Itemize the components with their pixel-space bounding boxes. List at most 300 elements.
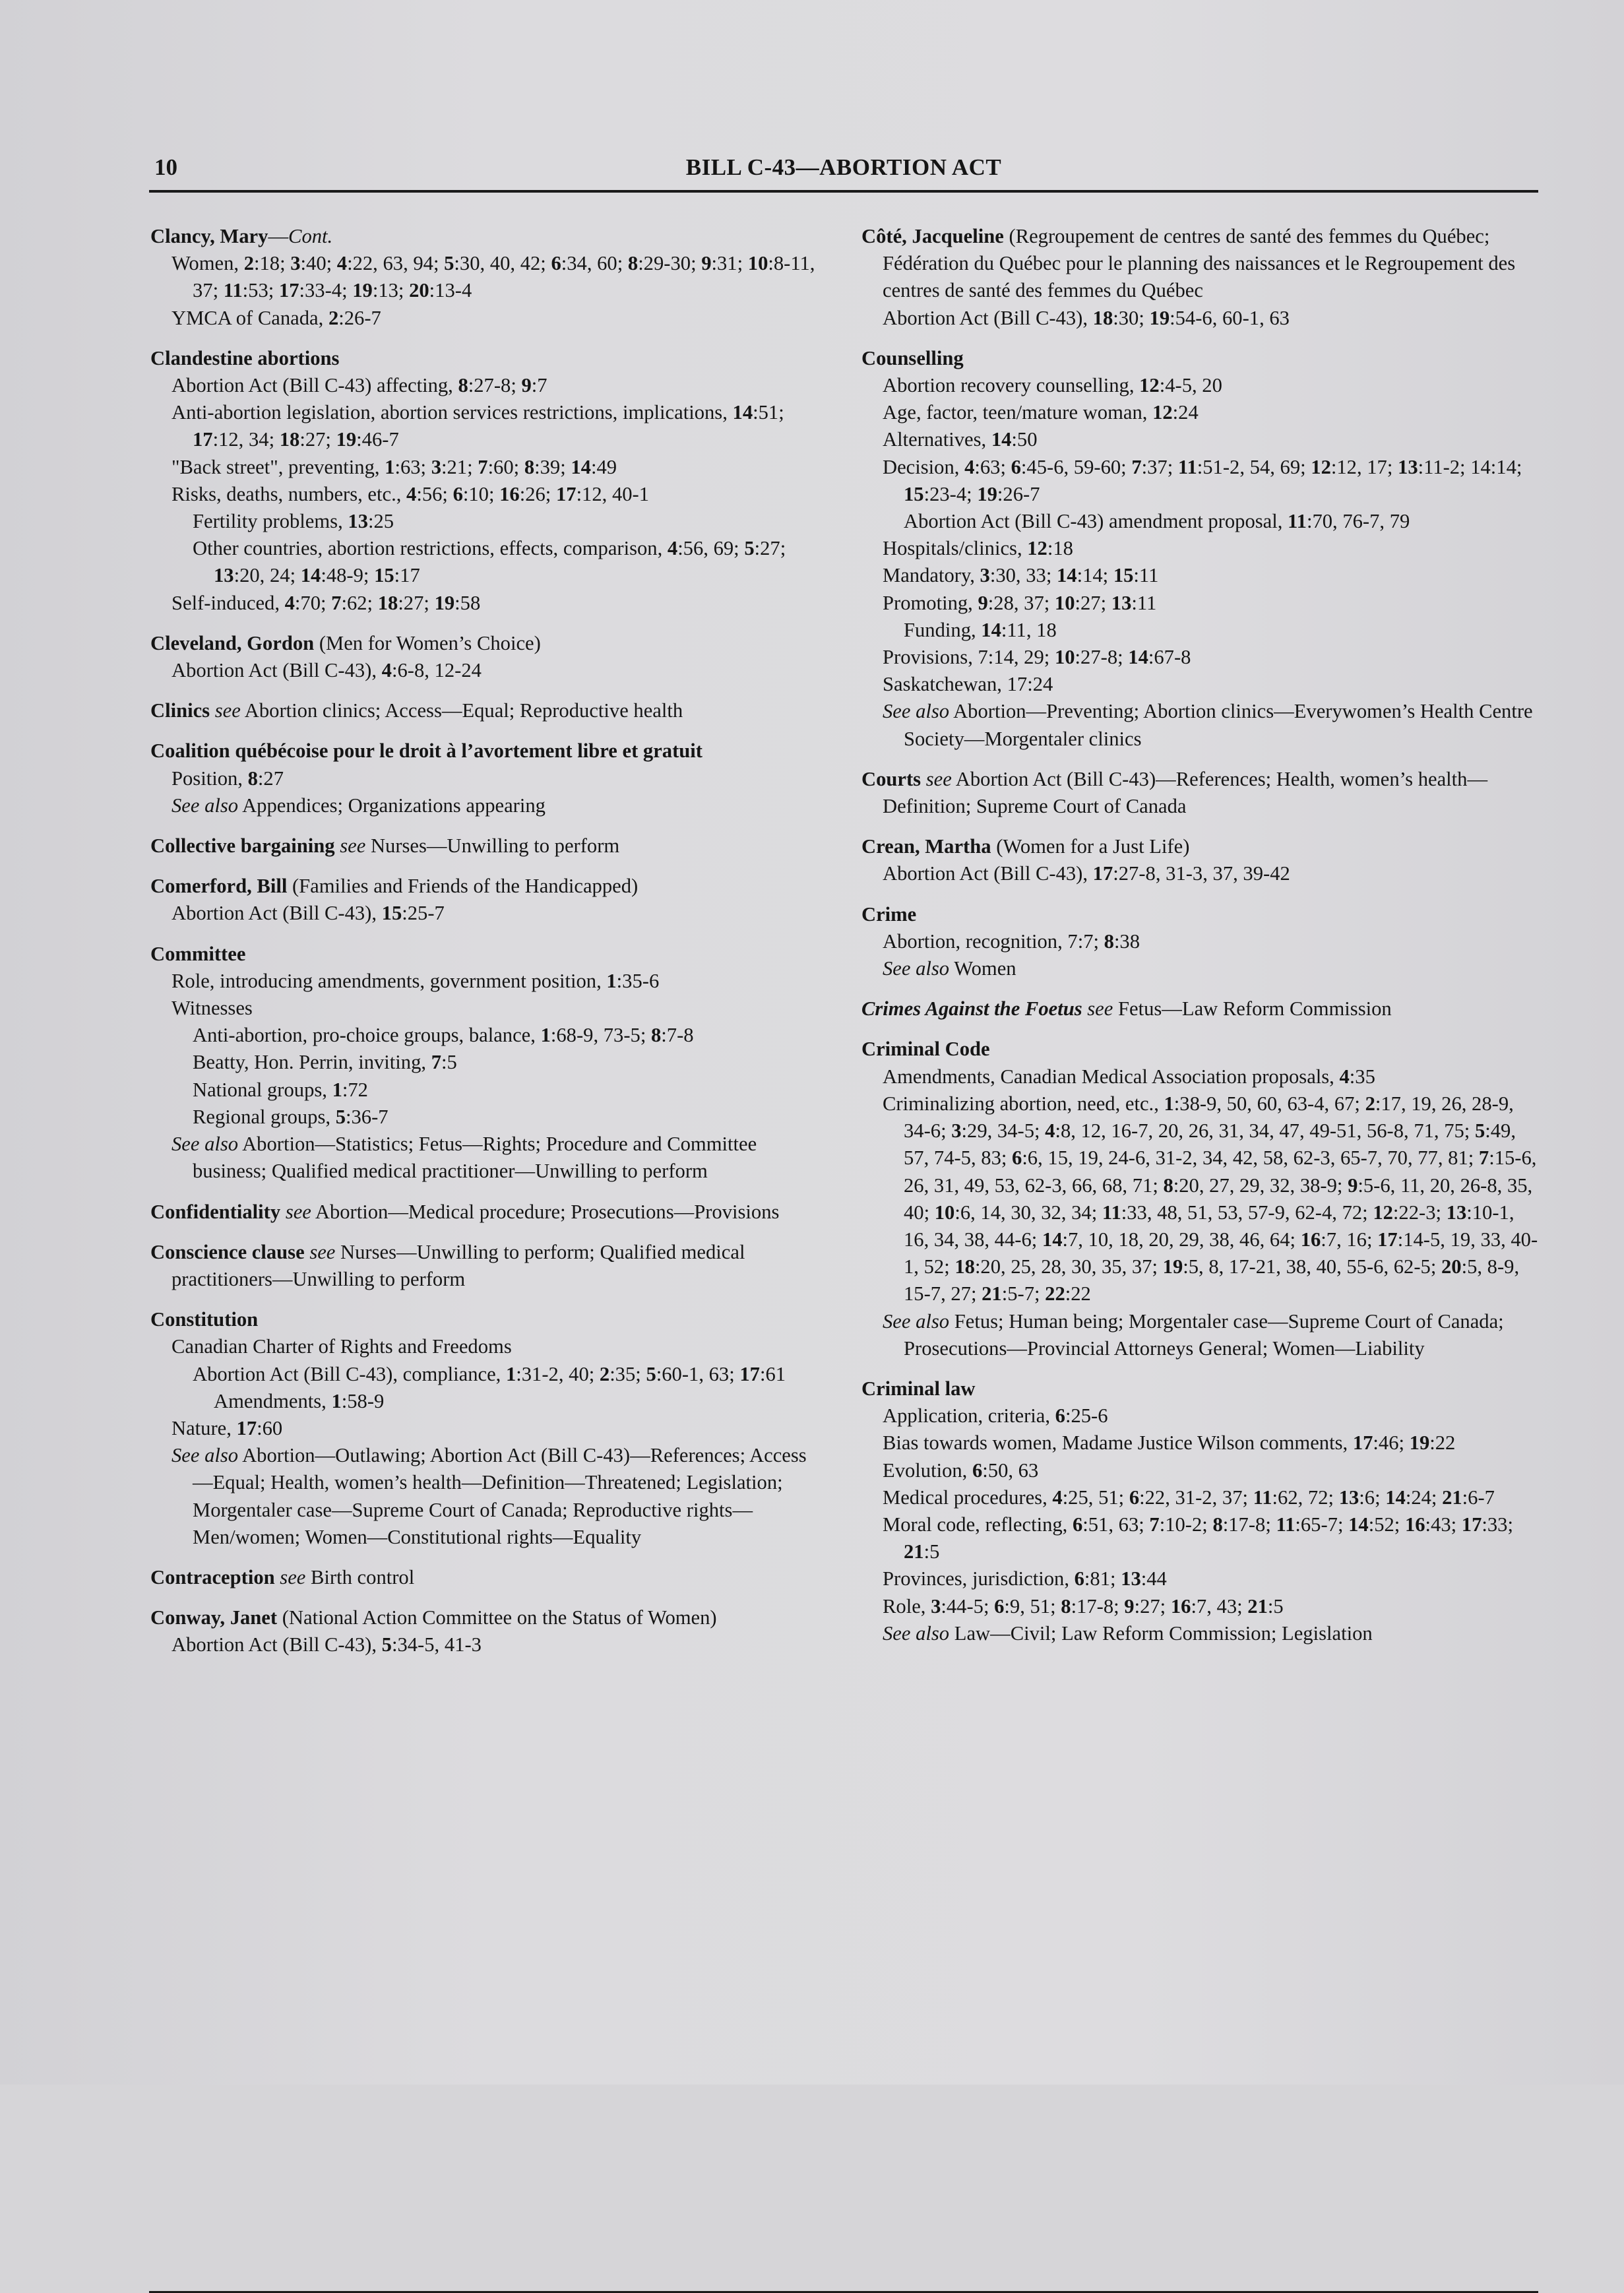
index-entry <box>861 223 1541 332</box>
bold-text: 17 <box>1377 1228 1398 1251</box>
bold-text: 16 <box>1404 1513 1425 1536</box>
bold-text: 8 <box>1061 1594 1071 1618</box>
text-run: Abortion Act (Bill C-43), <box>883 862 1093 885</box>
index-subentry <box>861 1620 1541 1647</box>
bold-text: 4 <box>336 252 348 275</box>
text-run: :33-4; <box>299 279 353 302</box>
bold-text: 4 <box>406 482 417 505</box>
index-subentry <box>861 562 1541 589</box>
index-entry <box>150 832 817 860</box>
bold-text: 4 <box>964 455 975 478</box>
text-run: :70, 76-7, 79 <box>1306 510 1410 533</box>
bold-text: 14 <box>1348 1513 1369 1536</box>
index-heading <box>150 630 817 657</box>
text-run: Amendments, <box>214 1389 332 1412</box>
bold-text: 16 <box>499 482 520 505</box>
bold-text: 2 <box>328 306 339 329</box>
text-run: :6-7 <box>1462 1486 1495 1509</box>
text-run: (Families and Friends of the Handicapped) <box>287 875 639 898</box>
bold-text: Conway, Janet <box>150 1606 278 1629</box>
bold-text: 12 <box>1027 537 1047 560</box>
bold-text: 18 <box>954 1255 975 1278</box>
bold-text: 11 <box>1177 455 1197 478</box>
text-run: :53; <box>242 279 279 302</box>
text-run: :22, 31-2, 37; <box>1139 1486 1253 1509</box>
index-entry <box>150 1306 817 1551</box>
bold-text: 4 <box>1052 1486 1063 1509</box>
text-run: :22 <box>1429 1431 1456 1455</box>
bold-text: 1 <box>606 969 617 992</box>
bold-text: 15 <box>374 564 394 587</box>
text-run: :27; <box>1075 591 1111 614</box>
bold-text: 12 <box>1139 374 1160 397</box>
text-run: :38-9, 50, 60, 63-4, 67; <box>1173 1092 1365 1115</box>
bold-text: 14 <box>732 401 753 424</box>
bold-text: Cleveland, Gordon <box>150 631 315 654</box>
text-run: Anti-abortion, pro-choice groups, balance, <box>193 1024 541 1047</box>
bold-text: 14 <box>1056 564 1077 587</box>
index-entry <box>150 697 817 724</box>
text-run: Beatty, Hon. Perrin, inviting, <box>193 1051 431 1074</box>
bold-text: 12 <box>1311 455 1331 478</box>
index-column-right <box>861 223 1541 1660</box>
text-run: :20, 24; <box>234 564 301 587</box>
bold-text: 2 <box>1365 1092 1375 1115</box>
bold-text: 17 <box>555 482 577 505</box>
text-run: :11 <box>1131 591 1157 614</box>
text-run: :35-6 <box>616 969 660 992</box>
text-run: :62; <box>341 591 378 614</box>
bold-text: Collective bargaining <box>150 834 335 858</box>
bold-text: 13 <box>1398 455 1418 478</box>
text-run: Abortion—Statistics; Fetus—Rights; Procedure and Committee business; Qualified medical practitioner—Unwilling to perform <box>193 1133 757 1183</box>
text-run: :14; <box>1077 564 1113 587</box>
text-run: :18 <box>1047 537 1073 560</box>
text-run: :6, 15, 19, 24-6, 31-2, 34, 42, 58, 62-3, 65-7, 70, 77, 81; <box>1022 1146 1479 1170</box>
index-subentry <box>861 1593 1541 1620</box>
text-run: :24; <box>1405 1486 1443 1509</box>
text-run: Moral code, reflecting, <box>883 1513 1073 1536</box>
bold-text: 17 <box>193 428 213 451</box>
text-run: :27; <box>754 537 786 560</box>
index-entry <box>861 1375 1541 1647</box>
index-entry <box>150 1239 817 1293</box>
bold-text: 13 <box>1121 1567 1141 1590</box>
bold-text: 13 <box>1446 1201 1467 1224</box>
bold-text: 10 <box>1054 591 1075 614</box>
text-run: Abortion—Outlawing; Abortion Act (Bill C-43)—References; Access—Equal; Health, women’s health—Definition—Threatened; Legislation; Morgentaler case—Supreme Court of Canada; Reproductive rights—Men/women; Women—Constitutional rights—Equality <box>193 1444 807 1548</box>
text-run: Position, <box>172 767 248 790</box>
text-run: :11-2; 14:14; <box>1418 455 1522 478</box>
index-heading <box>150 873 817 900</box>
text-run: :62, 72; <box>1272 1486 1339 1509</box>
index-subentry <box>150 305 817 332</box>
index-subentry <box>861 928 1541 955</box>
text-run: :68-9, 73-5; <box>550 1024 651 1047</box>
text-run: :26; <box>519 482 556 505</box>
bold-text: 19 <box>977 482 997 505</box>
index-subentry <box>150 995 817 1022</box>
text-run: :12, 34; <box>212 428 280 451</box>
index-subentry <box>150 1442 817 1551</box>
text-run: :58-9 <box>341 1389 385 1412</box>
bold-text: 19 <box>434 591 455 614</box>
index-subentry <box>861 305 1541 332</box>
index-heading <box>150 832 817 860</box>
index-subentry <box>150 508 817 535</box>
text-run: :44-5; <box>941 1594 995 1618</box>
text-run: :27-8; <box>468 374 522 397</box>
text-run: :60-1, 63; <box>656 1362 740 1385</box>
text-run: :48-9; <box>321 564 375 587</box>
bold-text: Conscience clause <box>150 1240 305 1263</box>
bold-text: 3 <box>290 252 301 275</box>
text-run: Fetus; Human being; Morgentaler case—Supreme Court of Canada; Prosecutions—Provincial Attorneys General; Women—Liability <box>904 1309 1504 1360</box>
text-run: Nurses—Unwilling to perform; Qualified medical practitioners—Unwilling to perform <box>172 1240 745 1290</box>
index-subentry <box>150 535 817 589</box>
index-subentry <box>861 1429 1541 1457</box>
italic-text: see <box>304 1240 336 1263</box>
bold-text: 14 <box>1042 1228 1063 1251</box>
index-subentry <box>861 955 1541 982</box>
text-run: :5 <box>923 1540 940 1563</box>
text-run: :34, 60; <box>561 252 628 275</box>
bold-text: 13 <box>1111 591 1132 614</box>
index-heading <box>861 766 1541 820</box>
text-run: Medical procedures, <box>883 1486 1053 1509</box>
text-run: :51, 63; <box>1082 1513 1150 1536</box>
bold-text: 1 <box>331 1389 342 1412</box>
text-run: :72 <box>342 1078 368 1101</box>
bold-text: 19 <box>1409 1431 1430 1455</box>
text-run: :13-4 <box>429 279 472 302</box>
bold-text: Committee <box>150 942 246 965</box>
bold-text: 1 <box>1164 1092 1174 1115</box>
text-run: :4-5, 20 <box>1159 374 1222 397</box>
index-subentry <box>150 968 817 995</box>
index-entry <box>861 766 1541 820</box>
text-run: Bias towards women, Madame Justice Wilson comments, <box>883 1431 1353 1455</box>
text-run: :46-7 <box>356 428 399 451</box>
index-subentry <box>150 1388 817 1415</box>
text-run: (Women for a Just Life) <box>991 835 1190 858</box>
text-run: Abortion Act (Bill C-43) affecting, <box>172 374 458 397</box>
index-subentry <box>150 1131 817 1185</box>
text-run: :25 <box>367 510 394 533</box>
text-run: Decision, <box>883 455 965 478</box>
text-run: :27-8, 31-3, 37, 39-42 <box>1113 862 1290 885</box>
bold-text: 14 <box>981 618 1001 641</box>
bold-text: 13 <box>214 564 234 587</box>
text-run: :14-5, 19, 33, 40-1, 52; <box>904 1228 1538 1278</box>
text-run: Law—Civil; Law Reform Commission; Legislation <box>949 1621 1373 1645</box>
index-heading <box>861 345 1541 372</box>
text-run: :21; <box>441 455 478 478</box>
index-entry <box>150 1564 817 1591</box>
bold-text: Clandestine abortions <box>150 346 340 369</box>
text-run: :60 <box>257 1416 283 1439</box>
bold-text: Crime <box>861 902 917 926</box>
text-run: Abortion Act (Bill C-43), <box>883 306 1093 329</box>
text-run: Provisions, 7:14, 29; <box>883 646 1055 669</box>
text-run: :27-8; <box>1075 646 1129 669</box>
bold-text: 12 <box>1373 1201 1393 1224</box>
bold-text: 7 <box>331 591 342 614</box>
text-run: :50 <box>1011 428 1038 451</box>
text-run: :56; <box>416 482 453 505</box>
text-run: :5-7; <box>1001 1282 1046 1305</box>
index-subentry <box>150 481 817 508</box>
index-subentry <box>861 1308 1541 1362</box>
bold-text: 6 <box>1072 1513 1083 1536</box>
bold-text: Coalition québécoise pour le droit à l’avortement libre et gratuit <box>150 739 703 763</box>
bold-text: 10 <box>1054 646 1075 669</box>
index-subentry <box>861 1484 1541 1511</box>
bold-text: 17 <box>1352 1431 1373 1455</box>
text-run: :17, 19, 26, 28-9, 34-6; <box>904 1092 1514 1143</box>
bold-text: 6 <box>1012 1146 1022 1170</box>
bold-text: 2 <box>599 1362 610 1385</box>
text-run: :22-3; <box>1392 1201 1447 1224</box>
text-run: Abortion Act (Bill C-43), <box>172 659 382 682</box>
text-run: :67-8 <box>1148 646 1191 669</box>
text-run: :61 <box>759 1362 786 1385</box>
running-title: BILL C-43—ABORTION ACT <box>685 154 1002 180</box>
bold-text: 7 <box>1149 1513 1160 1536</box>
text-run: :12, 17; <box>1330 455 1398 478</box>
text-run: :10-1, 16, 34, 38, 44-6; <box>904 1201 1515 1251</box>
index-subentry <box>150 372 817 399</box>
text-run: :18; <box>254 252 291 275</box>
index-subentry <box>861 590 1541 617</box>
text-run: :7 <box>531 374 547 397</box>
bold-text: 9 <box>521 374 532 397</box>
bold-text: 16 <box>1170 1594 1191 1618</box>
bold-text: 11 <box>1276 1513 1296 1536</box>
text-run: :24 <box>1172 401 1199 424</box>
text-run: :7, 43; <box>1191 1594 1248 1618</box>
bold-text: 19 <box>352 279 373 302</box>
italic-text: See also <box>883 700 950 723</box>
index-heading <box>150 345 817 372</box>
bold-text: Criminal Code <box>861 1038 990 1061</box>
index-subentry <box>150 1631 817 1658</box>
text-run: :45-6, 59-60; <box>1020 455 1132 478</box>
text-run: :27; <box>1134 1594 1171 1618</box>
index-entry <box>861 1036 1541 1362</box>
text-run: Abortion Act (Bill C-43) amendment proposal, <box>904 510 1288 533</box>
bold-text: 1 <box>505 1362 516 1385</box>
bold-text: 5 <box>381 1633 392 1656</box>
bold-text: 6 <box>972 1459 983 1482</box>
italic-text: see <box>1082 997 1113 1021</box>
bold-text: 6 <box>453 482 463 505</box>
index-heading <box>861 1375 1541 1402</box>
bold-text: 8 <box>650 1024 662 1047</box>
bold-text: 17 <box>739 1362 760 1385</box>
index-subentry <box>150 657 817 684</box>
text-run: Risks, deaths, numbers, etc., <box>172 482 407 505</box>
text-run: Abortion recovery counselling, <box>883 374 1140 397</box>
text-run: Abortion Act (Bill C-43), <box>172 902 382 925</box>
text-run: :13; <box>372 279 410 302</box>
text-run: :25-6 <box>1065 1404 1108 1428</box>
bold-text: Confidentiality <box>150 1200 281 1223</box>
text-run: :25-7 <box>402 902 445 925</box>
bold-text: 5 <box>744 537 755 560</box>
bold-text: 5 <box>335 1105 346 1128</box>
text-run: :34-5, 41-3 <box>391 1633 482 1656</box>
bold-text: 17 <box>278 279 299 302</box>
bold-text: 11 <box>1288 510 1307 533</box>
index-subentry <box>150 1415 817 1442</box>
italic-text: See also <box>883 1309 950 1333</box>
text-run: :22 <box>1065 1282 1091 1305</box>
text-run: :37; <box>1141 455 1178 478</box>
bold-text: 6 <box>551 252 561 275</box>
text-run: :10-2; <box>1159 1513 1213 1536</box>
index-heading <box>861 995 1541 1022</box>
text-run: :9, 51; <box>1004 1594 1061 1618</box>
index-entry <box>861 995 1541 1022</box>
text-run: :27; <box>299 428 336 451</box>
index-subentry <box>861 644 1541 671</box>
text-run: Abortion clinics; Access—Equal; Reproductive health <box>240 699 683 722</box>
bold-text: Crean, Martha <box>861 835 991 858</box>
text-run: :23-4; <box>923 482 978 505</box>
text-run: :7-8 <box>661 1024 694 1047</box>
bold-text: 8 <box>247 767 258 790</box>
text-run: Regional groups, <box>193 1105 336 1128</box>
index-subentry <box>150 1361 817 1388</box>
bold-text: 6 <box>1055 1404 1065 1428</box>
bold-text: 1 <box>332 1078 342 1101</box>
bold-text: Contraception <box>150 1565 275 1588</box>
bold-text: 4 <box>1339 1065 1350 1088</box>
bold-text: 1 <box>540 1024 551 1047</box>
index-subentry <box>861 535 1541 562</box>
index-subentry <box>150 1104 817 1131</box>
text-run: Abortion—Preventing; Abortion clinics—Everywomen’s Health Centre Society—Morgentaler clinics <box>904 700 1533 750</box>
bold-text: 4 <box>1045 1119 1055 1143</box>
index-entry <box>150 345 817 617</box>
bold-text: Crimes Against the Foetus <box>861 997 1082 1021</box>
text-run: Women, <box>172 252 244 275</box>
bold-text: 15 <box>381 902 402 925</box>
text-run: Abortion—Medical procedure; Prosecutions—Provisions <box>311 1200 780 1223</box>
italic-text: See also <box>172 1133 239 1156</box>
text-run: (Regroupement de centres de santé des femmes du Québec; Fédération du Québec pour le planning des naissances et le Regroupement des centres de santé des femmes du Québec <box>883 225 1516 302</box>
bold-text: 21 <box>982 1282 1002 1305</box>
text-run: :52; <box>1368 1513 1405 1536</box>
text-run: Nature, <box>172 1416 237 1439</box>
bold-text: 12 <box>1152 401 1173 424</box>
bold-text: 13 <box>348 510 368 533</box>
bold-text: 11 <box>1102 1201 1121 1224</box>
bold-text: 7 <box>478 455 488 478</box>
text-run: :63; <box>974 455 1011 478</box>
index-subentry <box>861 617 1541 644</box>
index-subentry <box>150 1049 817 1076</box>
text-run: :20, 27, 29, 32, 38-9; <box>1173 1174 1348 1197</box>
text-run: "Back street", preventing, <box>172 455 385 478</box>
index-entry <box>150 223 817 332</box>
text-run: :10; <box>462 482 500 505</box>
text-run: :27 <box>257 767 284 790</box>
index-subentry <box>150 590 817 617</box>
text-run: :17-8; <box>1222 1513 1276 1536</box>
bold-text: 5 <box>1474 1119 1485 1143</box>
index-subentry <box>861 1457 1541 1484</box>
text-run: :26-7 <box>997 482 1040 505</box>
text-run: Abortion Act (Bill C-43), <box>172 1633 382 1656</box>
text-run: Birth control <box>305 1565 415 1588</box>
text-run: :65-7; <box>1295 1513 1349 1536</box>
text-run: Self-induced, <box>172 591 285 614</box>
index-entry <box>150 873 817 927</box>
bold-text: 6 <box>1129 1486 1140 1509</box>
text-run: :58 <box>454 591 481 614</box>
text-run: Alternatives, <box>883 428 991 451</box>
bold-text: 9 <box>978 591 988 614</box>
index-subentry <box>861 1511 1541 1565</box>
bold-text: 15 <box>904 482 924 505</box>
text-run: :27; <box>398 591 435 614</box>
page-number: 10 <box>154 154 177 180</box>
bold-text: 6 <box>994 1594 1005 1618</box>
text-run: Criminalizing abortion, need, etc., <box>883 1092 1164 1115</box>
index-subentry <box>861 454 1541 508</box>
text-run: :56, 69; <box>677 537 745 560</box>
text-run: — <box>268 225 289 247</box>
text-run: Hospitals/clinics, <box>883 537 1028 560</box>
bold-text: 11 <box>1253 1486 1272 1509</box>
bold-text: 17 <box>236 1416 257 1439</box>
bold-text: 4 <box>284 591 295 614</box>
bold-text: 17 <box>1461 1513 1482 1536</box>
index-entry <box>150 941 817 1185</box>
text-run: :7, 10, 18, 20, 29, 38, 46, 64; <box>1062 1228 1301 1251</box>
bold-text: 3 <box>931 1594 941 1618</box>
bold-text: Counselling <box>861 346 964 369</box>
index-entry <box>861 833 1541 887</box>
text-run: :60; <box>487 455 524 478</box>
text-run: :30, 40, 42; <box>454 252 551 275</box>
bold-text: 18 <box>1092 306 1113 329</box>
text-run: :35 <box>1349 1065 1375 1088</box>
text-run: :15-6, 26, 31, 49, 53, 62-3, 66, 68, 71; <box>904 1146 1537 1197</box>
index-subentry <box>150 765 817 792</box>
text-run: Amendments, Canadian Medical Association proposals, <box>883 1065 1340 1088</box>
bold-text: 9 <box>1124 1594 1135 1618</box>
text-run: :30; <box>1113 306 1150 329</box>
bold-text: 8 <box>1212 1513 1223 1536</box>
text-run: :31; <box>711 252 748 275</box>
text-run: :5 <box>441 1051 457 1074</box>
bold-text: 17 <box>1092 862 1113 885</box>
bold-text: 4 <box>667 537 678 560</box>
bold-text: 9 <box>1348 1174 1358 1197</box>
italic-text: See also <box>172 794 239 817</box>
index-subentry <box>150 1077 817 1104</box>
bold-text: Constitution <box>150 1308 259 1331</box>
text-run: :49, 57, 74-5, 83; <box>904 1119 1516 1170</box>
index-subentry <box>861 1565 1541 1592</box>
bold-text: 7 <box>1478 1146 1489 1170</box>
text-run: :5, 8, 17-21, 38, 40, 55-6, 62-5; <box>1183 1255 1441 1278</box>
index-subentry <box>861 508 1541 535</box>
index-heading <box>861 1036 1541 1063</box>
